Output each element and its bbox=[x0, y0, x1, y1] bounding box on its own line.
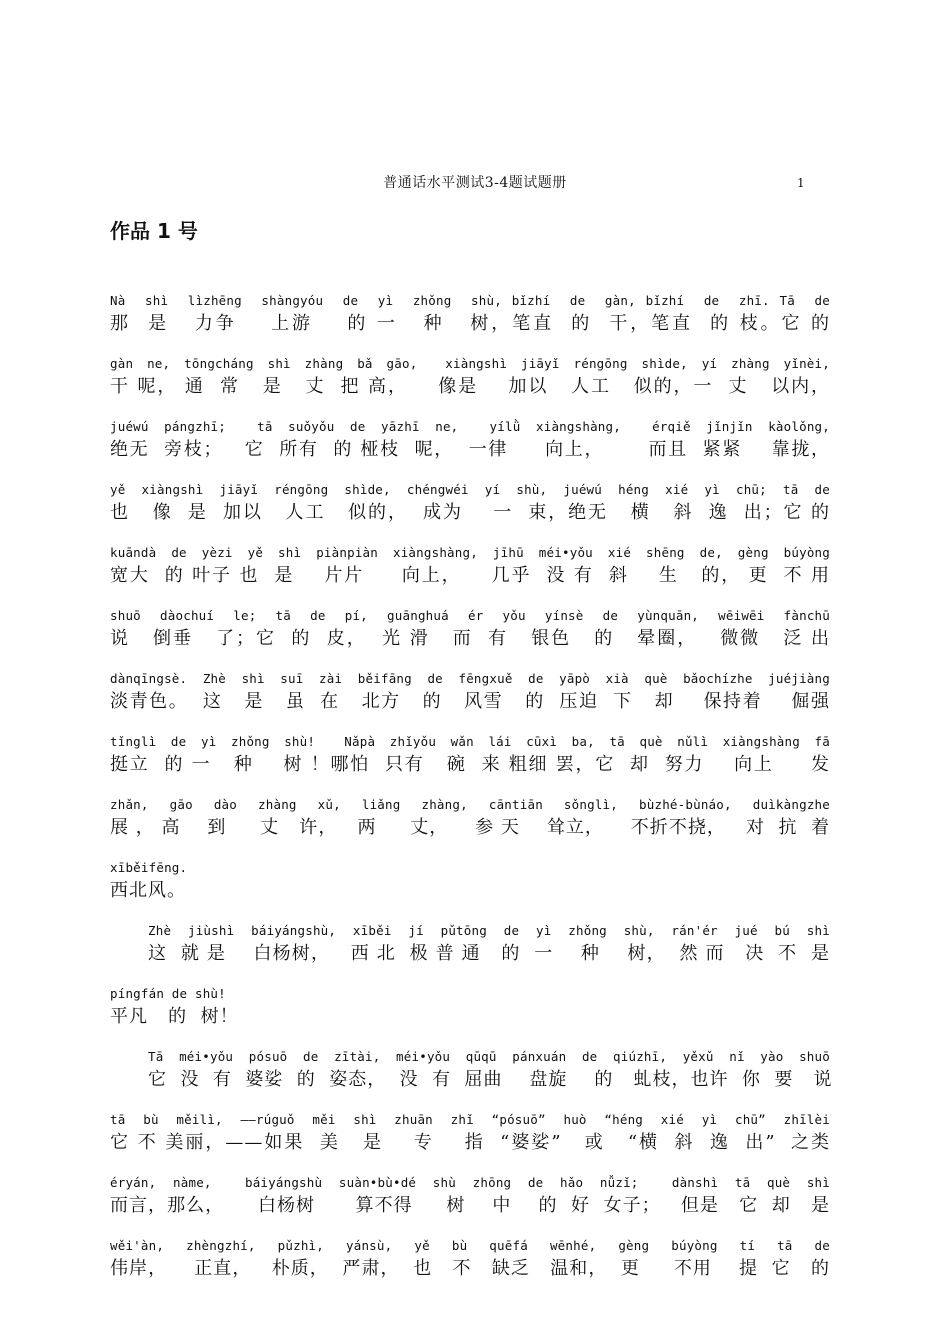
text-line-pair bbox=[110, 290, 830, 353]
pinyin-text-body bbox=[110, 290, 833, 1298]
pinyin-line: gàn ne, tōngcháng shì zhàng bǎ gāo, xiàngshì jiāyǐ réngōng shìde, yí zhàng yǐnèi, bbox=[110, 356, 830, 371]
pinyin-line: juéwú pángzhī; tā suǒyǒu de yāzhī ne, yílǜ xiàngshàng, érqiě jǐnjǐn kàolǒng, bbox=[110, 419, 830, 434]
text-line-pair bbox=[110, 605, 830, 668]
hanzi-line: 平凡 的 树！ bbox=[110, 1006, 239, 1027]
text-line-pair bbox=[110, 794, 830, 857]
text-line-pair bbox=[110, 983, 830, 1046]
pinyin-line: kuāndà de yèzi yě shì piànpiàn xiàngshàng, jīhū méi•yǒu xié shēng de, gèng búyòng bbox=[110, 545, 830, 560]
pinyin-line: Zhè jiùshì báiyángshù, xīběi jí pǔtōng de yì zhǒng shù, rán'ér jué bú shì bbox=[148, 923, 830, 938]
text-line-pair bbox=[110, 542, 830, 605]
pinyin-line: shuō dàochuí le; tā de pí, guānghuá ér yǒu yínsè de yùnquān, wēiwēi fànchū bbox=[110, 608, 830, 623]
pinyin-line: xīběifēng. bbox=[110, 860, 188, 875]
hanzi-line: 挺立 的 一 种 树 ！哪怕 只有 碗 来 粗细 罢，它 却 努力 向上 发 bbox=[110, 754, 830, 775]
work-title: 作品 1 号 bbox=[110, 219, 198, 243]
hanzi-line: 也 像 是 加以 人工 似的， 成为 一 束，绝无 横 斜 逸 出；它 的 bbox=[110, 502, 830, 523]
hanzi-line: 这 就 是 白杨树， 西 北 极 普 通 的 一 种 树， 然 而 决 不 是 bbox=[148, 943, 830, 964]
text-line-pair bbox=[110, 1235, 830, 1298]
pinyin-line: yě xiàngshì jiāyǐ réngōng shìde, chéngwéi yí shù, juéwú héng xié yì chū; tā de bbox=[110, 482, 830, 497]
hanzi-line: 而言，那么， 白杨树 算不得 树 中 的 好 女子； 但是 它 却 是 bbox=[110, 1195, 830, 1216]
text-line-pair bbox=[110, 353, 830, 416]
text-line-pair bbox=[110, 920, 830, 983]
pinyin-line: tǐnglì de yì zhǒng shù! Nǎpà zhǐyǒu wǎn lái cūxì ba, tā què nǔlì xiàngshàng fā bbox=[110, 734, 830, 749]
pinyin-line: wěi'àn, zhèngzhí, pǔzhì, yánsù, yě bù quēfá wēnhé, gèng búyòng tí tā de bbox=[110, 1238, 830, 1253]
text-line-pair bbox=[110, 479, 830, 542]
hanzi-line: 淡青色。 这 是 虽 在 北方 的 风雪 的 压迫 下 却 保持着 倔强 bbox=[110, 691, 830, 712]
pinyin-line: zhǎn, gāo dào zhàng xǔ, liǎng zhàng, cāntiān sǒnglì, bùzhé-bùnáo, duìkàngzhe bbox=[110, 797, 830, 812]
hanzi-line: 伟岸， 正直， 朴质， 严肃， 也 不 缺乏 温和， 更 不用 提 它 的 bbox=[110, 1258, 830, 1279]
hanzi-line: 宽大 的 叶子 也 是 片片 向上， 几乎 没 有 斜 生 的， 更 不 用 bbox=[110, 565, 830, 586]
hanzi-line: 它 没 有 婆娑 的 姿态， 没 有 屈曲 盘旋 的 虬枝，也许 你 要 说 bbox=[148, 1069, 833, 1090]
hanzi-line: 干 呢， 通 常 是 丈 把 高， 像是 加以 人工 似的，一 丈 以内， bbox=[110, 376, 830, 397]
hanzi-line: 绝无 旁枝； 它 所有 的 桠枝 呢， 一律 向上， 而且 紧紧 靠拢， bbox=[110, 439, 830, 460]
page-number: 1 bbox=[797, 176, 805, 190]
pinyin-line: tā bù měilì, ——rúguǒ měi shì zhuān zhǐ “pósuō” huò “héng xié yì chū” zhīlèi bbox=[110, 1112, 830, 1127]
text-line-pair bbox=[110, 1046, 833, 1109]
text-line-pair bbox=[110, 1172, 830, 1235]
text-line-pair bbox=[110, 1109, 830, 1172]
pinyin-line: dànqīngsè. Zhè shì suī zài běifāng de fēngxuě de yāpò xià què bǎochízhe juéjiàng bbox=[110, 671, 830, 686]
text-line-pair bbox=[110, 857, 830, 920]
header-title: 普通话水平测试3-4题试题册 bbox=[383, 175, 567, 191]
pinyin-line: píngfán de shù! bbox=[110, 986, 226, 1001]
text-line-pair bbox=[110, 668, 830, 731]
pinyin-line: Tā méi•yǒu pósuō de zītài, méi•yǒu qūqū pánxuán de qiúzhī, yěxǔ nǐ yào shuō bbox=[148, 1049, 830, 1064]
hanzi-line: 西北风。 bbox=[110, 880, 186, 901]
pinyin-line: Nà shì lìzhēng shàngyóu de yì zhǒng shù, bǐzhí de gàn, bǐzhí de zhī. Tā de bbox=[110, 293, 830, 308]
pinyin-line: éryán, nàme, báiyángshù suàn•bù•dé shù zhōng de hǎo nǚzǐ; dànshì tā què shì bbox=[110, 1175, 830, 1190]
text-line-pair bbox=[110, 731, 830, 794]
hanzi-line: 展 ， 高 到 丈 许， 两 丈， 参 天 耸立， 不折不挠， 对 抗 着 bbox=[110, 817, 830, 838]
text-line-pair bbox=[110, 416, 830, 479]
hanzi-line: 它 不 美丽，——如果 美 是 专 指 “婆娑” 或 “横 斜 逸 出” 之类 bbox=[110, 1132, 830, 1153]
hanzi-line: 那 是 力争 上游 的 一 种 树，笔直 的 干，笔直 的 枝。它 的 bbox=[110, 313, 830, 334]
hanzi-line: 说 倒垂 了；它 的 皮， 光 滑 而 有 银色 的 晕圈， 微微 泛 出 bbox=[110, 628, 830, 649]
